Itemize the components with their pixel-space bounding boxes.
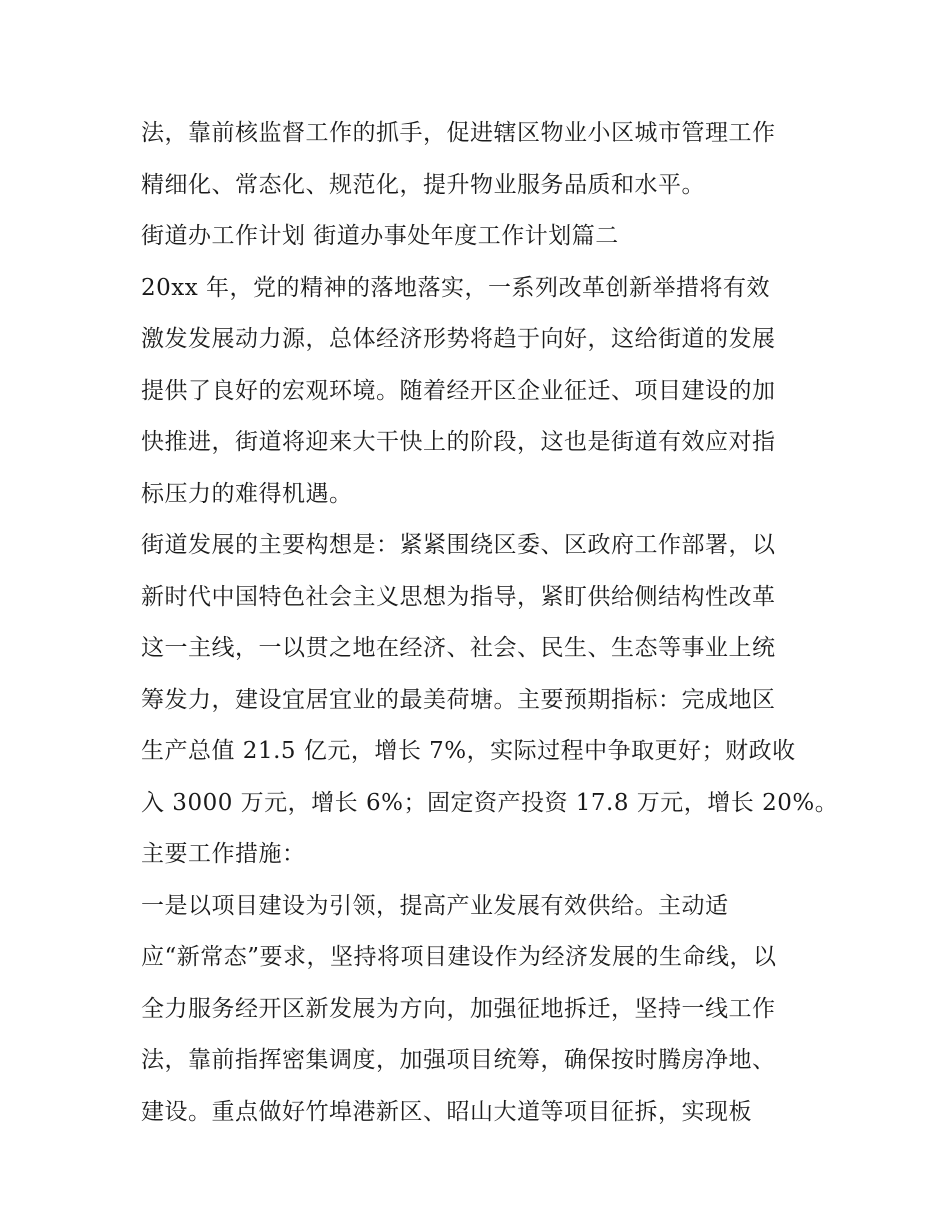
text-line: 提供了良好的宏观环境。随着经开区企业征迁、项目建设的加 <box>141 377 776 404</box>
text-line: 20xx 年，党的精神的落地落实，一系列改革创新举措将有效 <box>141 274 771 301</box>
document-body <box>141 108 839 1138</box>
section-heading: 街道办工作计划 街道办事处年度工作计划篇二 <box>141 223 619 249</box>
text-line: 激发发展动力源，总体经济形势将趋于向好，这给街道的发展 <box>141 326 776 352</box>
text-line: 法，靠前核监督工作的抓手，促进辖区物业小区城市管理工作 <box>141 120 776 146</box>
text-line: 这一主线，一以贯之地在经济、社会、民生、生态等事业上统 <box>141 635 776 661</box>
text-line: 街道发展的主要构想是：紧紧围绕区委、区政府工作部署，以 <box>141 532 776 558</box>
text-line: 快推进，街道将迎来大干快上的阶段，这也是街道有效应对指 <box>141 429 776 455</box>
text-line: 新时代中国特色社会主义思想为指导，紧盯供给侧结构性改革 <box>141 583 776 610</box>
text-line: 生产总值 21.5 亿元，增长 7%，实际过程中争取更好；财政收 <box>141 738 796 764</box>
text-line: 建设。重点做好竹埠港新区、昭山大道等项目征拆，实现板 <box>141 1098 752 1125</box>
text-line: 一是以项目建设为引领，提高产业发展有效供给。主动适 <box>141 892 729 919</box>
text-line: 标压力的难得机遇。 <box>141 480 353 507</box>
subheading: 主要工作措施： <box>141 841 306 867</box>
text-line: 筹发力，建设宜居宜业的最美荷塘。主要预期指标：完成地区 <box>141 686 776 713</box>
text-line: 精细化、常态化、规范化，提升物业服务品质和水平。 <box>141 171 705 198</box>
text-line: 法，靠前指挥密集调度，加强项目统筹，确保按时腾房净地、 <box>141 1047 776 1073</box>
text-line: 应“新常态”要求，坚持将项目建设作为经济发展的生命线，以 <box>141 944 777 970</box>
text-line: 入 3000 万元，增长 6%；固定资产投资 17.8 万元，增长 20%。 <box>141 789 839 816</box>
text-line: 全力服务经开区新发展为方向，加强征地拆迁，坚持一线工作 <box>141 995 776 1022</box>
